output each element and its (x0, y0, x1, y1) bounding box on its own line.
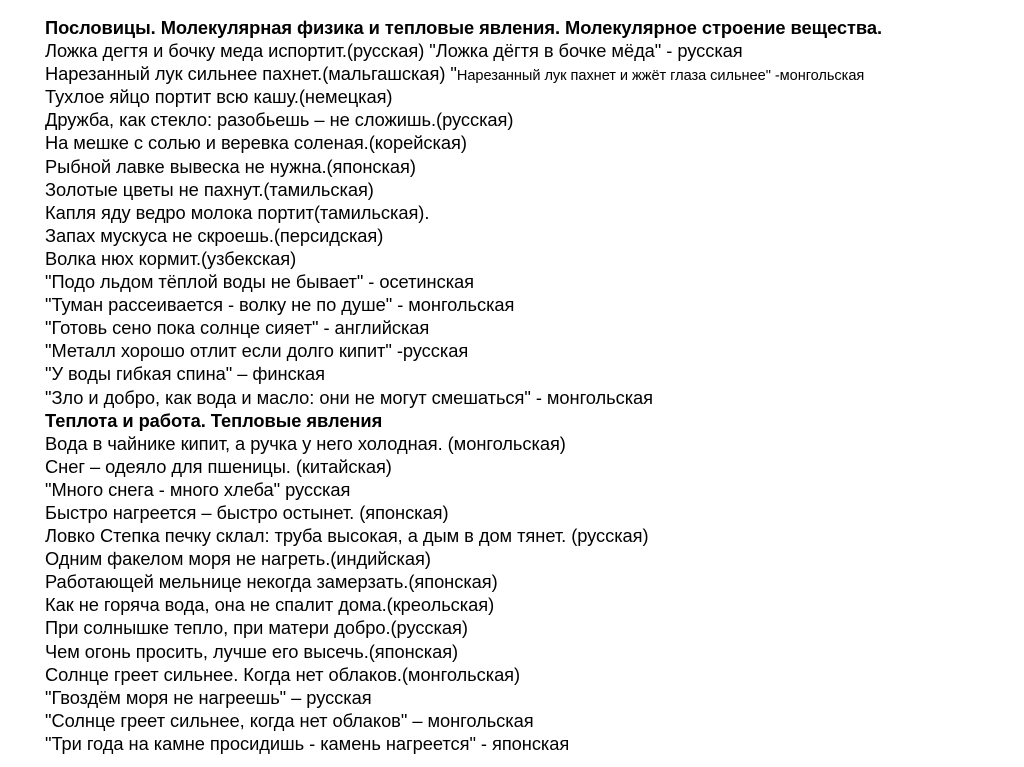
proverb-line: Капля яду ведро молока портит(тамильская). (45, 201, 430, 223)
proverb-line: Рыбной лавке вывеска не нужна.(японская) (45, 155, 416, 177)
proverb-line: Солнце греет сильнее. Когда нет облаков.(монгольская) (45, 663, 521, 685)
proverb-line: "Солнце греет сильнее, когда нет облаков" – монгольская (45, 709, 534, 731)
proverb-line: Одним факелом моря не нагреть.(индийская) (45, 548, 431, 570)
proverb-line: Чем огонь просить, лучше его высечь.(японская) (45, 640, 459, 662)
proverb-line: Ложка дегтя и бочку меда испортит.(русская) "Ложка дёгтя в бочке мёда" - русская (45, 40, 743, 62)
proverb-line: Золотые цветы не пахнут.(тамильская) (45, 178, 374, 200)
proverb-line: "Три года на камне просидишь - камень нагреется" - японская (45, 732, 570, 754)
proverb-line: "Зло и добро, как вода и масло: они не могут смешаться" - монгольская (45, 386, 654, 408)
section-heading: Теплота и работа. Тепловые явления (45, 409, 383, 431)
proverb-line: "Подо льдом тёплой воды не бывает" - осетинская (45, 271, 475, 293)
proverb-line: При солнышке тепло, при матери добро.(русская) (45, 617, 468, 639)
page-title: Пословицы. Молекулярная физика и тепловые явления. Молекулярное строение вещества. (45, 17, 882, 38)
proverb-line: Вода в чайнике кипит, а ручка у него холодная. (монгольская) (45, 432, 566, 454)
proverb-onion-small: Нарезанный лук пахнет и жжёт глаза сильнее" -монгольская (456, 68, 865, 85)
proverb-line: "Туман рассеивается - волку не по душе" - монгольская (45, 294, 515, 316)
slide-content (45, 16, 1015, 755)
proverb-line: Запах мускуса не скроешь.(персидская) (45, 224, 384, 246)
proverb-line: Снег – одеяло для пшеницы. (китайская) (45, 455, 392, 477)
proverb-line: "Гвоздём моря не нагреешь" – русская (45, 686, 372, 708)
proverb-line-onion (45, 62, 1015, 85)
proverb-line: Работающей мельнице некогда замерзать.(японская) (45, 571, 498, 593)
proverb-line: Дружба, как стекло: разобьешь – не сложишь.(русская) (45, 109, 514, 131)
proverb-line: Тухлое яйцо портит всю кашу.(немецкая) (45, 86, 393, 108)
proverb-line: "Готовь сено пока солнце сияет" - английская (45, 317, 430, 339)
proverb-line: На мешке с солью и веревка соленая.(корейская) (45, 132, 467, 154)
proverb-line: "Металл хорошо отлит если долго кипит" -русская (45, 340, 469, 362)
proverb-line: Быстро нагреется – быстро остынет. (японская) (45, 501, 449, 523)
proverb-onion-main: Нарезанный лук сильнее пахнет.(мальгашская) " (45, 63, 457, 85)
proverb-line: Как не горяча вода, она не спалит дома.(креольская) (45, 594, 495, 616)
proverb-line: "У воды гибкая спина" – финская (45, 363, 325, 385)
proverb-line: Волка нюх кормит.(узбекская) (45, 247, 297, 269)
proverb-line: Ловко Степка печку склал: труба высокая, а дым в дом тянет. (русская) (45, 525, 649, 547)
proverb-line: "Много снега - много хлеба" русская (45, 478, 351, 500)
